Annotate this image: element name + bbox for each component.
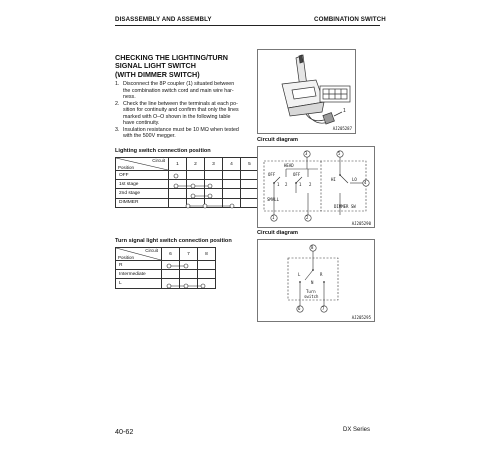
corner-label-position: Position [118, 165, 135, 170]
diagram-label-hi: HI [331, 177, 336, 182]
table-corner-cell [116, 158, 169, 171]
terminal-number: 3 [305, 151, 308, 156]
turn-table-title: Turn signal light switch connection position [115, 238, 232, 244]
step-number: 1. [115, 81, 120, 87]
lighting-table-title: Lighting switch connection position [115, 148, 211, 154]
column-header: 8 [198, 248, 216, 261]
table-row [116, 261, 216, 270]
diagram-label-r: R [320, 272, 323, 277]
step-line: sition for continuity and confirm that only the lines [123, 107, 239, 113]
table-row [116, 198, 259, 207]
terminal-number: 1 [272, 215, 275, 220]
step-line: Insulation resistance must be 10 MΩ when tested [123, 126, 239, 133]
step-number: 2. [115, 100, 120, 107]
diagram-label-head: HEAD [284, 163, 294, 168]
lighting-circuit-diagram [257, 146, 375, 228]
column-header: 4 [223, 158, 241, 171]
section-title-line: CHECKING THE LIGHTING/TURN [115, 53, 228, 62]
column-header: 1 [169, 158, 187, 171]
diagram-label-small: SMALL [267, 197, 280, 202]
figure-id: AJ205290 [351, 221, 371, 226]
lighting-circuit-schematic [258, 147, 374, 227]
header-chapter-title: COMBINATION SWITCH [314, 16, 386, 23]
corner-label-circuit: Circuit [152, 158, 165, 163]
step-line: Check the line between the terminals at each po- [123, 100, 238, 107]
column-header: 3 [205, 158, 223, 171]
terminal-number: 5 [338, 151, 341, 156]
section-title [115, 54, 255, 79]
step-line: with the 500V megger. [123, 133, 176, 139]
turn-circuit-diagram [257, 239, 375, 322]
diagram-label-dimmer-sw: DIMMER SW [334, 204, 356, 209]
diagram-label-lo: LO [352, 177, 357, 182]
corner-label-position: Position [118, 255, 135, 260]
column-header: 7 [180, 248, 198, 261]
step-line: marked with O–O shown in the following table [123, 113, 231, 120]
diagram-label-off: OFF [293, 172, 301, 177]
row-label: 1st stage [116, 180, 169, 189]
contact-label: 1 [277, 182, 280, 187]
column-header: 6 [162, 248, 180, 261]
turn-table-wrap [115, 247, 216, 289]
step-line: the combination switch cord and main wire har- [123, 87, 234, 94]
turn-diagram-caption: Circuit diagram [257, 230, 299, 236]
row-label: L [116, 279, 162, 288]
contact-label: 2 [285, 182, 288, 187]
table-header-row [116, 158, 259, 171]
row-label: 2nd stage [116, 189, 169, 198]
combination-switch-illustration [258, 50, 355, 133]
page-number: 40-62 [115, 427, 134, 436]
terminal-number: 8 [311, 245, 314, 250]
row-label: DIMMER [116, 198, 169, 207]
diagram-label-turn: Turn [306, 289, 316, 294]
terminal-number: 6 [298, 306, 301, 311]
procedure-step [115, 81, 250, 101]
row-label: R [116, 261, 162, 270]
header-section-title: DISASSEMBLY AND ASSEMBLY [115, 16, 212, 23]
header-rule [115, 25, 380, 26]
row-label: Intermediate [116, 270, 162, 279]
turn-circuit-schematic [258, 240, 374, 321]
diagram-label-switch: switch [304, 294, 319, 299]
table-row [116, 171, 259, 180]
table-header-row [116, 248, 216, 261]
step-line: ness. [123, 94, 136, 100]
lighting-diagram-caption: Circuit diagram [257, 137, 299, 143]
terminal-number: 4 [364, 180, 367, 185]
contact-label: 2 [309, 182, 312, 187]
corner-label-circuit: Circuit [145, 248, 158, 253]
column-header: 5 [241, 158, 259, 171]
terminal-number: 7 [322, 306, 325, 311]
row-label: OFF [116, 171, 169, 180]
turn-signal-table [115, 247, 216, 289]
switch-photo-figure [257, 49, 356, 134]
diagram-label-n: N [311, 280, 314, 285]
series-name: DX Series [343, 427, 371, 433]
diagram-label-l: L [298, 272, 301, 277]
table-row [116, 279, 216, 288]
table-row [116, 270, 216, 279]
figure-id: AJ205295 [351, 315, 371, 320]
column-header: 2 [187, 158, 205, 171]
figure-id: AJ205287 [332, 126, 352, 131]
procedure-steps [115, 81, 250, 140]
coupler-callout-number: 1 [343, 108, 346, 114]
step-line: have continuity. [123, 120, 160, 126]
table-row [116, 180, 259, 189]
diagram-label-off: OFF [268, 172, 276, 177]
section-title-line: SIGNAL LIGHT SWITCH [115, 61, 196, 71]
step-number: 3. [115, 126, 120, 133]
lighting-table-wrap [115, 157, 259, 208]
terminal-number: 2 [306, 215, 309, 220]
contact-label: 1 [299, 182, 302, 187]
lighting-switch-table [115, 157, 259, 208]
table-corner-cell [116, 248, 162, 261]
table-row [116, 189, 259, 198]
procedure-step [115, 127, 250, 140]
procedure-step [115, 101, 250, 127]
section-title-line: (WITH DIMMER SWITCH) [115, 69, 200, 79]
step-line: Disconnect the 8P coupler (1) situated between [123, 81, 235, 87]
